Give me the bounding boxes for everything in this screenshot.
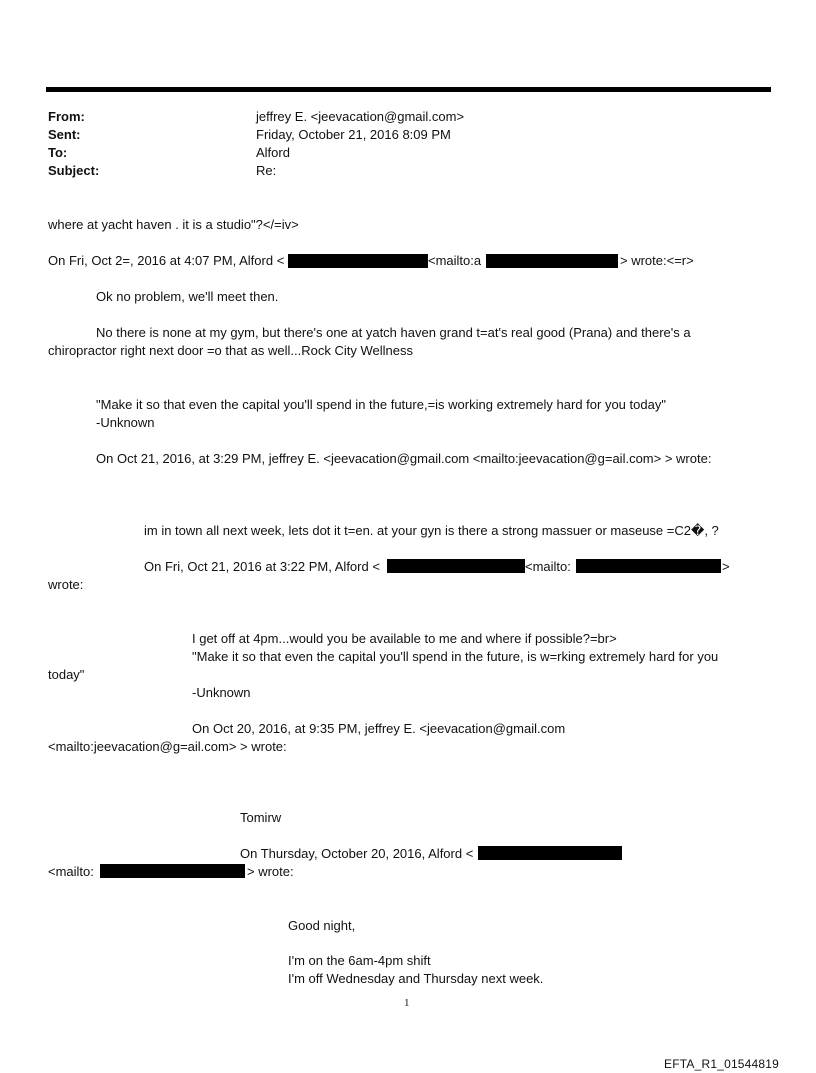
- page-number: 1: [404, 997, 410, 1009]
- redaction-box: [387, 559, 525, 573]
- body-line-7: -Unknown: [96, 415, 155, 430]
- subject-label: Subject:: [48, 163, 100, 178]
- redaction-box: [100, 864, 245, 878]
- redaction-box: [478, 846, 622, 860]
- redaction-box: [288, 254, 428, 268]
- quote-header-4a: On Oct 20, 2016, at 9:35 PM, jeffrey E. <jeevacation@gmail.com: [192, 721, 566, 736]
- body-line-12: I get off at 4pm...would you be available to me and where if possible?=br>: [192, 631, 617, 646]
- body-line-21: Good night,: [288, 918, 356, 933]
- quote-header-3a: On Fri, Oct 21, 2016 at 3:22 PM, Alford <: [144, 559, 380, 574]
- subject-value: Re:: [256, 163, 277, 178]
- quote-header-5c: > wrote:: [247, 864, 294, 879]
- footer-document-id: EFTA_R1_01544819: [664, 1057, 780, 1071]
- quote-header-1a: On Fri, Oct 2=, 2016 at 4:07 PM, Alford <: [48, 253, 285, 268]
- body-line-1: where at yacht haven . it is a studio"?</=iv>: [48, 217, 299, 232]
- sent-label: Sent:: [48, 127, 81, 142]
- redaction-box: [486, 254, 618, 268]
- quote-header-3c: >: [722, 559, 730, 574]
- quote-header-5b: <mailto:: [48, 864, 94, 879]
- header-divider: [46, 87, 771, 92]
- body-line-22: I'm on the 6am-4pm shift: [288, 953, 431, 968]
- from-label: From:: [48, 109, 85, 124]
- body-line-6: "Make it so that even the capital you'll spend in the future,=is working extremely hard for you today": [96, 397, 666, 412]
- sent-value: Friday, October 21, 2016 8:09 PM: [256, 127, 451, 142]
- body-line-4: No there is none at my gym, but there's one at yatch haven grand t=at's real good (Prana) and there's a: [96, 325, 691, 340]
- quote-header-4b: <mailto:jeevacation@g=ail.com> > wrote:: [48, 739, 287, 754]
- quote-header-1b: <mailto:a: [428, 253, 482, 268]
- body-line-11: wrote:: [48, 577, 84, 592]
- body-line-3: Ok no problem, we'll meet then.: [96, 289, 279, 304]
- body-line-18: Tomirw: [240, 810, 282, 825]
- quote-header-3b: <mailto:: [525, 559, 571, 574]
- from-value: jeffrey E. <jeevacation@gmail.com>: [256, 109, 465, 124]
- body-line-13: "Make it so that even the capital you'll spend in the future, is w=rking extremely hard for you: [192, 649, 719, 664]
- body-line-9: im in town all next week, lets dot it t=en. at your gyn is there a strong massuer or maseuse =C2�, ?: [144, 523, 719, 538]
- quote-header-1c: > wrote:<=r>: [620, 253, 694, 268]
- body-line-14: today": [48, 667, 85, 682]
- body-line-5: chiropractor right next door =o that as well...Rock City Wellness: [48, 343, 413, 358]
- quote-header-5a: On Thursday, October 20, 2016, Alford <: [240, 846, 474, 861]
- body-line-15: -Unknown: [192, 685, 251, 700]
- to-label: To:: [48, 145, 68, 160]
- redaction-box: [576, 559, 721, 573]
- quote-header-2: On Oct 21, 2016, at 3:29 PM, jeffrey E. <jeevacation@gmail.com <mailto:jeevacation@g=ail.com> > wrote:: [96, 451, 712, 466]
- body-line-23: I'm off Wednesday and Thursday next week.: [288, 971, 544, 986]
- to-value: Alford: [256, 145, 290, 160]
